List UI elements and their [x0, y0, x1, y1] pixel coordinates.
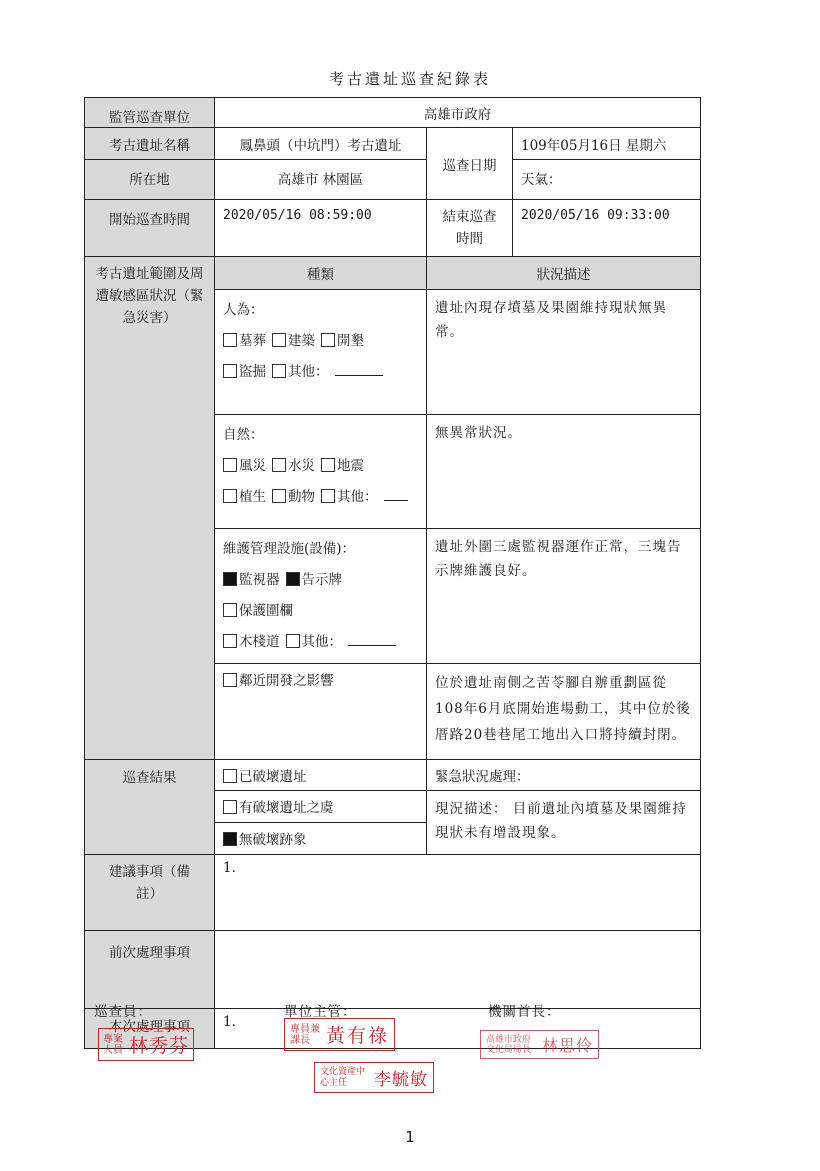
nature-label: 自然： [223, 427, 264, 443]
current-status-label: 現況描述： [435, 801, 508, 817]
checkbox-icon [272, 489, 286, 503]
current-status-text: 目前遺址內墳墓及果園維持現狀未有增設現象。 [435, 801, 687, 841]
result-label: 巡查結果 [85, 760, 215, 855]
human-option-looting[interactable]: 盜掘 [223, 357, 266, 388]
facility-cell [215, 529, 427, 664]
development-desc: 位於遺址南側之苦苓腳自辦重劃區從108年6月底開始進場動工，其中位於後厝路20巷巷尾工地出入口將持續封閉。 [427, 664, 701, 760]
inspector-stamp: 專案人員 林秀芬 [98, 1028, 194, 1061]
blank-line [384, 490, 408, 501]
nature-option-wind[interactable]: 風災 [223, 451, 266, 482]
human-option-burial[interactable]: 墓葬 [223, 326, 266, 357]
nature-option-other[interactable]: 其他： [321, 482, 378, 513]
nature-option-animal[interactable]: 動物 [272, 482, 315, 513]
nature-option-plant[interactable]: 植生 [223, 482, 266, 513]
development-option[interactable]: 鄰近開發之影響 [223, 669, 334, 689]
checkbox-icon [223, 673, 237, 687]
checkbox-checked-icon [223, 572, 237, 586]
facility-label: 維護管理設施(設備)： [223, 541, 356, 557]
facility-desc: 遺址外圍三處監視器運作正常，三塊告示牌維護良好。 [427, 529, 701, 664]
development-cell [215, 664, 427, 760]
nature-option-quake[interactable]: 地震 [321, 451, 364, 482]
end-time-label: 結束巡查時間 [427, 200, 513, 257]
checkbox-icon [286, 634, 300, 648]
date-value: 109年05月16日 星期六 [513, 128, 701, 160]
checkbox-icon [223, 458, 237, 472]
col-desc-header: 狀況描述 [427, 257, 701, 290]
current-status-cell [427, 791, 701, 855]
checkbox-icon [321, 489, 335, 503]
checkbox-icon [223, 800, 237, 814]
nature-cell [215, 415, 427, 529]
status-section-label: 考古遺址範圍及周遭敏感區狀況（緊急災害） [85, 257, 215, 760]
checkbox-checked-icon [286, 572, 300, 586]
center-director-stamp: 文化資產中心主任 李毓敏 [314, 1062, 434, 1093]
facility-option-fence[interactable]: 保護圍欄 [223, 596, 293, 627]
result-option-risk[interactable]: 有破壞遺址之虞 [215, 791, 427, 823]
checkbox-checked-icon [223, 832, 237, 846]
supervisor-stamp: 專員兼課長 黃有祿 [284, 1018, 395, 1051]
facility-option-cctv[interactable]: 監視器 [223, 565, 280, 596]
checkbox-icon [321, 458, 335, 472]
checkbox-icon [272, 458, 286, 472]
suggest-value: 1. [215, 855, 701, 931]
human-option-reclaim[interactable]: 開墾 [321, 326, 364, 357]
previous-value [215, 931, 701, 1009]
unit-label: 監管巡查單位 [85, 98, 215, 128]
result-option-none[interactable]: 無破壞跡象 [215, 823, 427, 855]
start-time-label: 開始巡查時間 [85, 200, 215, 257]
facility-option-boardwalk[interactable]: 木棧道 [223, 627, 280, 658]
checkbox-icon [223, 333, 237, 347]
blank-line [335, 365, 383, 376]
unit-value: 高雄市政府 [215, 98, 701, 128]
current-label: 本次處理事項 [85, 1009, 215, 1049]
facility-option-other[interactable]: 其他： [286, 627, 343, 658]
checkbox-icon [223, 769, 237, 783]
checkbox-icon [223, 489, 237, 503]
result-option-destroyed[interactable]: 已破壞遺址 [215, 760, 427, 791]
start-time-value: 2020/05/16 08:59:00 [215, 200, 427, 257]
location-label: 所在地 [85, 160, 215, 200]
inspection-form [84, 97, 701, 1049]
emergency-label: 緊急狀況處理： [427, 760, 701, 791]
human-option-building[interactable]: 建築 [272, 326, 315, 357]
inspector-label: 巡查員： [94, 1004, 152, 1020]
supervisor-label: 單位主管： [284, 1004, 357, 1020]
checkbox-icon [223, 634, 237, 648]
col-type-header: 種類 [215, 257, 427, 290]
location-value: 高雄市 林園區 [215, 160, 427, 200]
head-stamp: 高雄市政府文化局局長 林思伶 [480, 1030, 599, 1059]
nature-option-flood[interactable]: 水災 [272, 451, 315, 482]
end-time-value: 2020/05/16 09:33:00 [513, 200, 701, 257]
suggest-label: 建議事項（備註） [85, 855, 215, 931]
checkbox-icon [321, 333, 335, 347]
current-value: 1. [215, 1009, 701, 1049]
weather-label: 天氣： [513, 160, 701, 200]
page-number: 1 [405, 1128, 415, 1146]
date-label: 巡查日期 [427, 128, 513, 200]
human-cell [215, 290, 427, 415]
head-label: 機關首長： [488, 1004, 561, 1020]
checkbox-icon [272, 333, 286, 347]
checkbox-icon [272, 364, 286, 378]
checkbox-icon [223, 364, 237, 378]
checkbox-icon [223, 603, 237, 617]
human-desc: 遺址內現存墳墓及果園維持現狀無異常。 [427, 290, 701, 415]
document-title: 考古遺址巡查紀錄表 [328, 70, 491, 88]
human-option-other[interactable]: 其他： [272, 357, 329, 388]
facility-option-sign[interactable]: 告示牌 [286, 565, 343, 596]
site-name-label: 考古遺址名稱 [85, 128, 215, 160]
nature-desc: 無異常狀況。 [427, 415, 701, 529]
blank-line [348, 635, 396, 646]
site-name-value: 鳳鼻頭（中坑門）考古遺址 [215, 128, 427, 160]
human-label: 人為： [223, 302, 264, 318]
previous-label: 前次處理事項 [85, 931, 215, 1009]
